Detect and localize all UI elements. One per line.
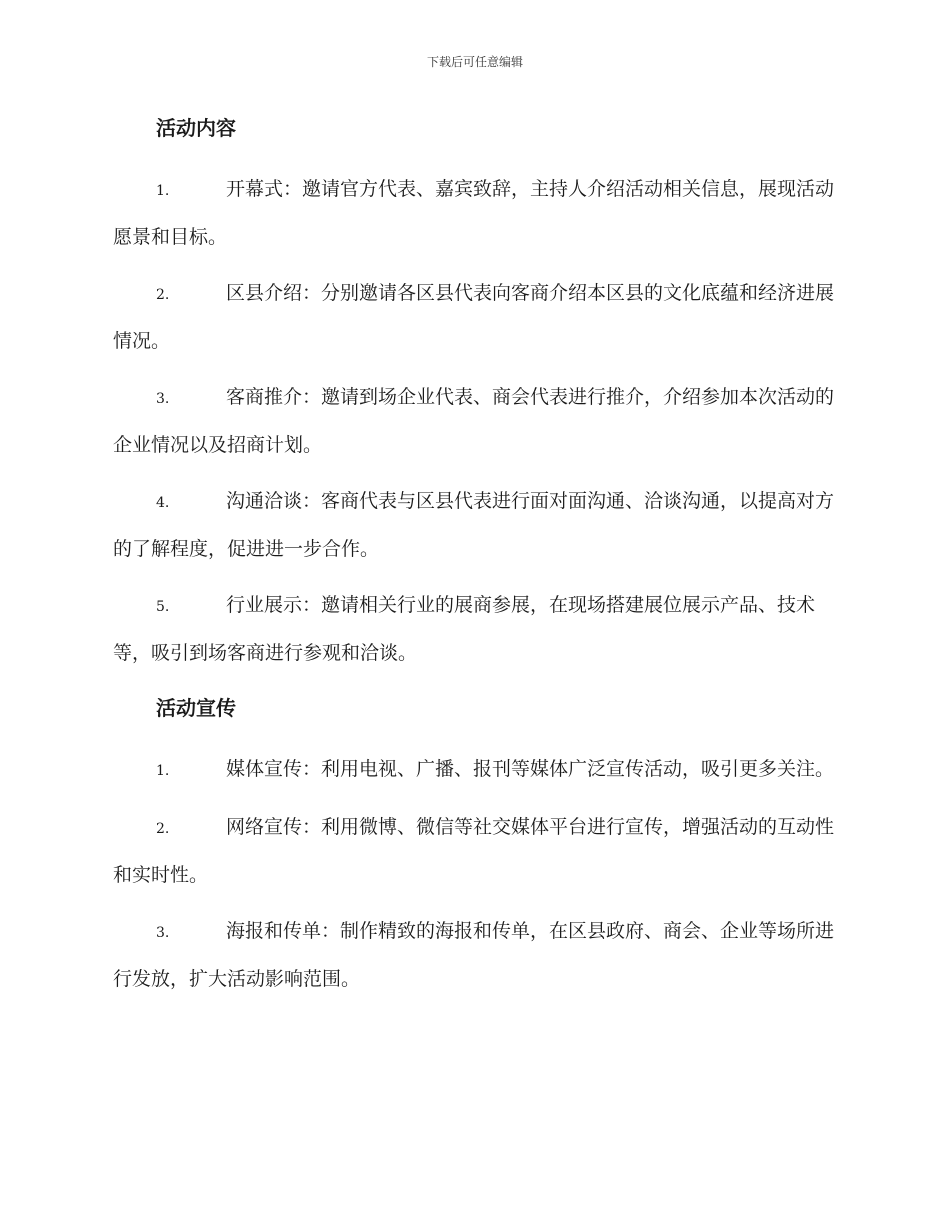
item-number: 3.: [156, 391, 170, 407]
item-number: 2.: [156, 287, 170, 303]
item-number: 3.: [156, 925, 170, 941]
list-item: [113, 478, 837, 572]
item-text: 媒体宣传：利用电视、广播、报刊等媒体广泛宣传活动，吸引更多关注。: [226, 758, 835, 780]
item-text: 区县介绍：分别邀请各区县代表向客商介绍本区县的文化底蕴和经济进展情况。: [113, 282, 835, 352]
list-item: [113, 804, 837, 898]
item-text: 海报和传单：制作精致的海报和传单，在区县政府、商会、企业等场所进行发放，扩大活动影响范围。: [113, 920, 835, 990]
item-number: 1.: [156, 183, 170, 199]
item-text: 网络宣传：利用微博、微信等社交媒体平台进行宣传，增强活动的互动性和实时性。: [113, 816, 835, 886]
item-text: 行业展示：邀请相关行业的展商参展，在现场搭建展位展示产品、技术等，吸引到场客商进行参观和洽谈。: [113, 594, 816, 664]
list-item: [113, 908, 837, 1002]
item-number: 1.: [156, 763, 170, 779]
document-body: [113, 110, 837, 1012]
list-item: [113, 746, 837, 794]
list-item: [113, 270, 837, 364]
list-item: [113, 582, 837, 676]
item-number: 4.: [156, 495, 170, 511]
item-text: 开幕式：邀请官方代表、嘉宾致辞，主持人介绍活动相关信息，展现活动愿景和目标。: [113, 178, 835, 248]
list-item: [113, 166, 837, 260]
item-number: 5.: [156, 599, 170, 615]
list-item: [113, 374, 837, 468]
item-number: 2.: [156, 821, 170, 837]
section-title-promotion: 活动宣传: [156, 696, 236, 720]
item-text: 客商推介：邀请到场企业代表、商会代表进行推介，介绍参加本次活动的企业情况以及招商计划。: [113, 386, 835, 456]
page-header: 下载后可任意编辑: [426, 55, 523, 69]
section-title-content: 活动内容: [156, 116, 236, 140]
item-text: 沟通洽谈：客商代表与区县代表进行面对面沟通、洽谈沟通，以提高对方的了解程度，促进进一步合作。: [113, 490, 835, 560]
